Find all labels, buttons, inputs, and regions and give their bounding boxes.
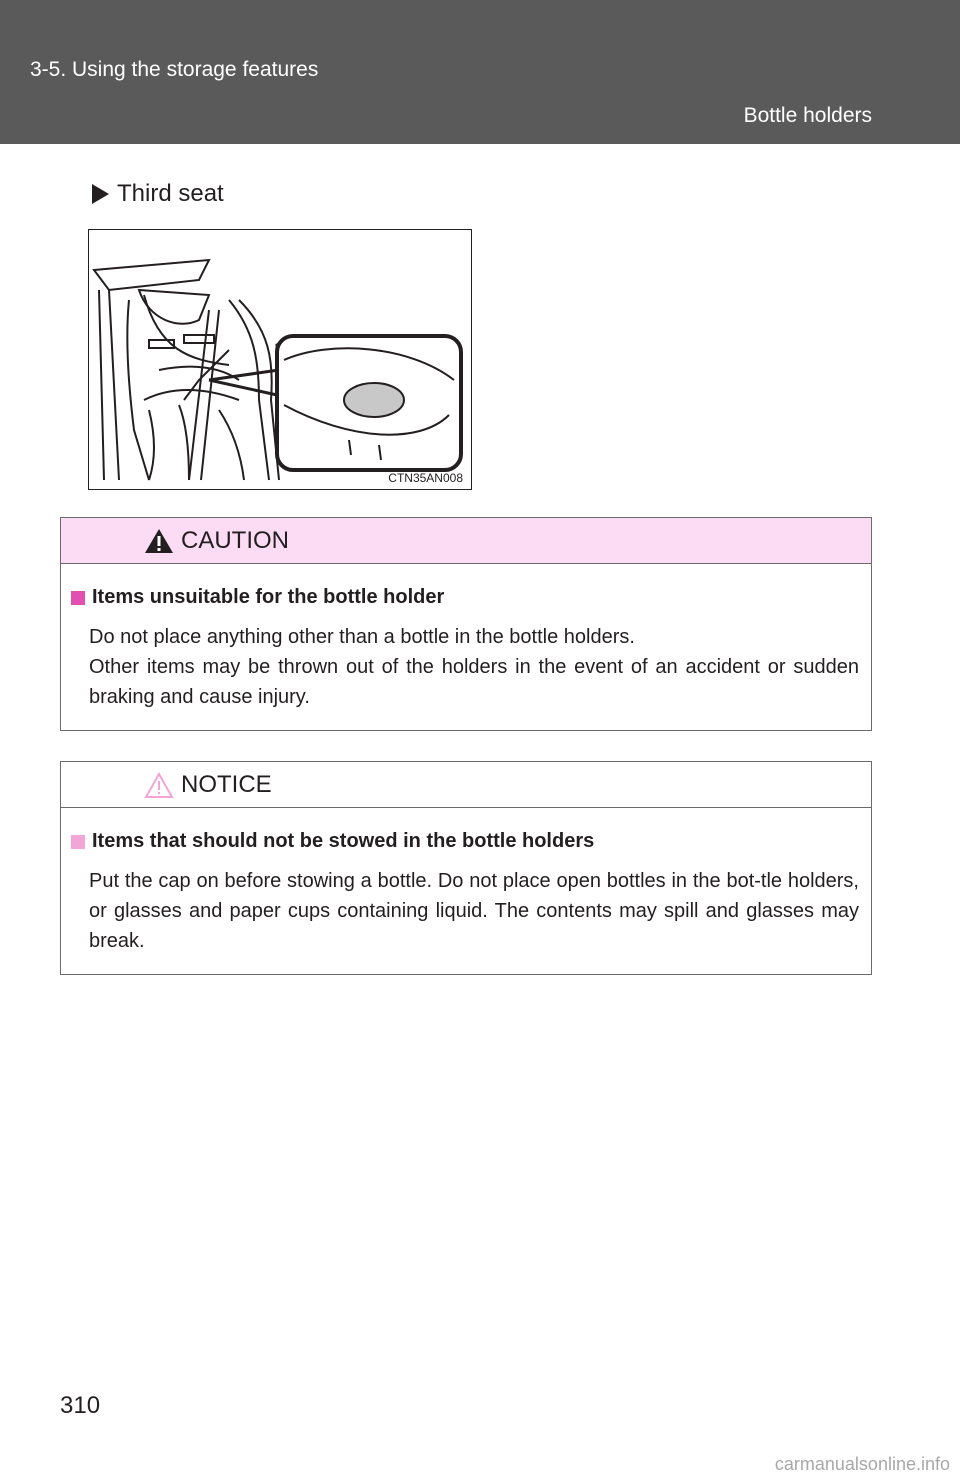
caution-item-title	[71, 586, 444, 609]
warning-icon	[143, 527, 175, 555]
triangle-bullet-icon	[92, 184, 109, 204]
square-bullet-icon	[71, 835, 85, 849]
notice-body	[89, 866, 859, 956]
figure-code: CTN35AN008	[388, 471, 463, 485]
caution-header	[61, 518, 871, 564]
watermark: carmanualsonline.info	[774, 1454, 950, 1474]
topic-title: Bottle holders	[743, 104, 872, 127]
caution-item-title-text: Items unsuitable for the bottle holder	[92, 586, 445, 608]
notice-item-title	[71, 830, 594, 853]
section-title: 3-5. Using the storage features	[30, 58, 319, 81]
bottle-holder-drawing	[89, 230, 472, 490]
page-number: 310	[60, 1392, 101, 1419]
notice-header	[61, 762, 871, 808]
notice-warning-icon	[143, 771, 175, 799]
caution-body	[89, 622, 859, 712]
subheading	[92, 180, 224, 208]
notice-item-title-text: Items that should not be stowed in the bottle holders	[92, 830, 595, 852]
caution-label: CAUTION	[181, 526, 289, 554]
caution-box	[60, 517, 872, 731]
subheading-text: Third seat	[117, 180, 224, 207]
third-seat-illustration	[88, 229, 472, 490]
notice-label: NOTICE	[181, 770, 272, 798]
caution-paragraph: Do not place anything other than a bottle in the bottle holders.	[89, 626, 635, 648]
square-bullet-icon	[71, 591, 85, 605]
page-header	[0, 0, 960, 144]
notice-paragraph: Put the cap on before stowing a bottle. Do not place open bottles in the bot-tle holders, or glasses and paper cups containing liquid. The contents may spill and glasses may break.	[89, 870, 859, 952]
caution-paragraph: Other items may be thrown out of the holders in the event of an accident or sudden braking and cause injury.	[89, 656, 859, 708]
notice-box	[60, 761, 872, 975]
